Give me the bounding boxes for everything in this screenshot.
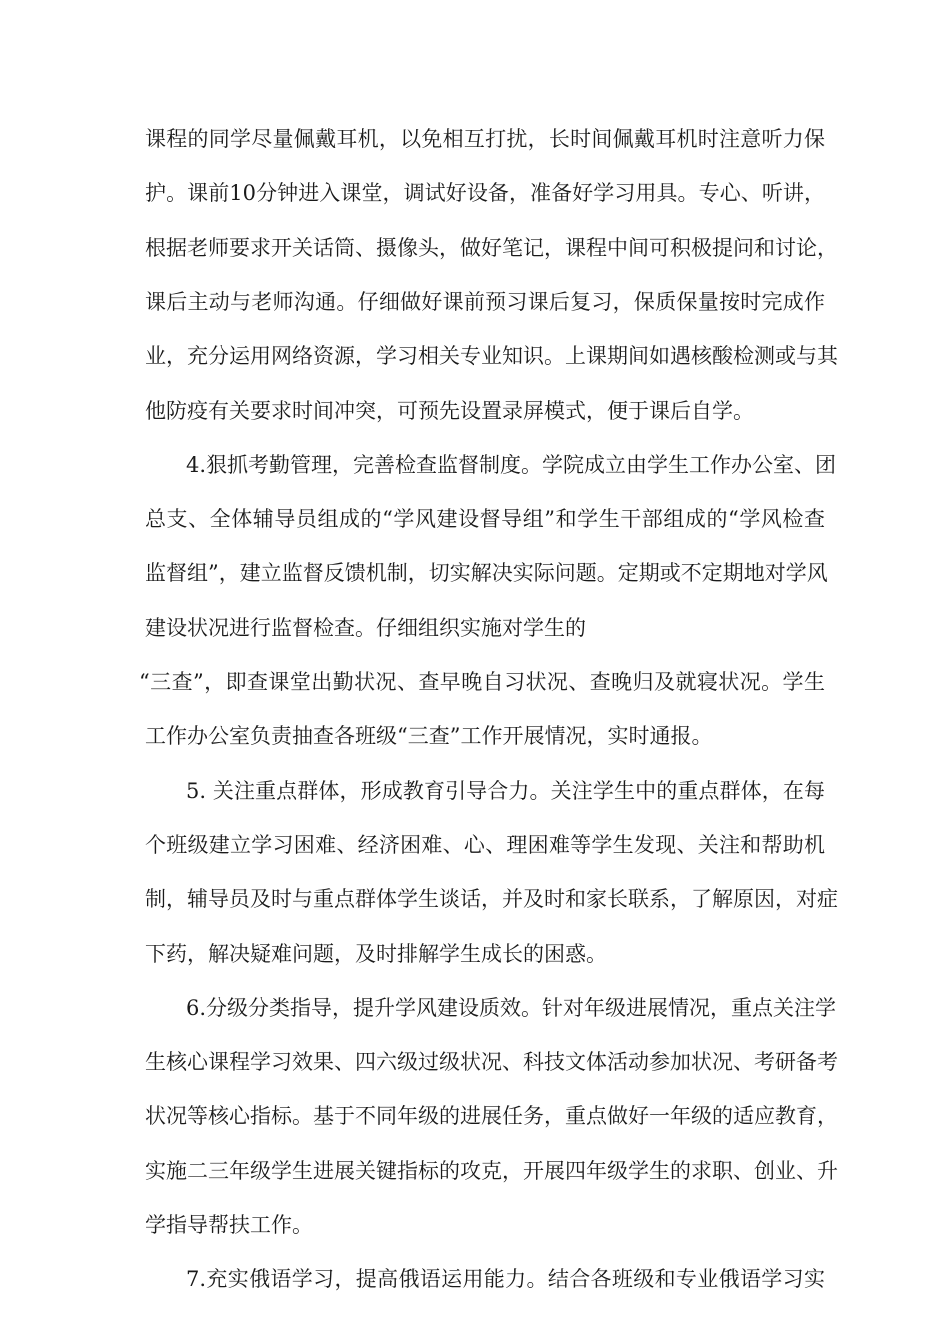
paragraph-line: 根据老师要求开关话筒、摄像头，做好笔记，课程中间可积极提问和讨论， (145, 236, 838, 260)
paragraph-line: 5. 关注重点群体，形成教育引导合力。关注学生中的重点群体，在每 (186, 779, 825, 803)
paragraph-line: 监督组”，建立监督反馈机制，切实解决实际问题。定期或不定期地对学风 (145, 561, 828, 585)
paragraph-line: 生核心课程学习效果、四六级过级状况、科技文体活动参加状况、考研备考 (145, 1050, 838, 1074)
paragraph-line: 个班级建立学习困难、经济困难、心、理困难等学生发现、关注和帮助机 (145, 833, 825, 857)
paragraph-line: 制，辅导员及时与重点群体学生谈话，并及时和家长联系，了解原因，对症 (145, 887, 838, 911)
paragraph-line: 学指导帮扶工作。 (145, 1213, 313, 1237)
paragraph-line: 工作办公室负责抽查各班级“三查”工作开展情况，实时通报。 (145, 724, 713, 748)
paragraph-line: 课后主动与老师沟通。仔细做好课前预习课后复习，保质保量按时完成作 (145, 290, 825, 314)
paragraph-line: 他防疫有关要求时间冲突，可预先设置录屏模式，便于课后自学。 (145, 399, 754, 423)
paragraph-line: 下药，解决疑难问题，及时排解学生成长的困惑。 (145, 942, 607, 966)
paragraph-line: 护。课前10分钟进入课堂，调试好设备，准备好学习用具。专心、听讲， (145, 181, 825, 205)
paragraph-line: 课程的同学尽量佩戴耳机，以免相互打扰，长时间佩戴耳机时注意听力保 (145, 127, 825, 151)
paragraph-line: 7.充实俄语学习，提高俄语运用能力。结合各班级和专业俄语学习实 (186, 1267, 825, 1291)
paragraph-line: 总支、全体辅导员组成的“学风建设督导组”和学生干部组成的“学风检查 (145, 507, 825, 531)
paragraph-line: 6.分级分类指导，提升学风建设质效。针对年级进展情况，重点关注学 (186, 996, 837, 1020)
paragraph-line: 状况等核心指标。基于不同年级的进展任务，重点做好一年级的适应教育， (145, 1104, 838, 1128)
paragraph-line: 4.狠抓考勤管理，完善检查监督制度。学院成立由学生工作办公室、团 (186, 453, 837, 477)
paragraph-line: 建设状况进行监督检查。仔细组织实施对学生的 (145, 616, 586, 640)
paragraph-line: “三查”，即查课堂出勤状况、查早晚自习状况、查晚归及就寝状况。学生 (139, 670, 825, 694)
paragraph-line: 实施二三年级学生进展关键指标的攻克，开展四年级学生的求职、创业、升 (145, 1159, 838, 1183)
paragraph-line: 业，充分运用网络资源，学习相关专业知识。上课期间如遇核酸检测或与其 (145, 344, 838, 368)
